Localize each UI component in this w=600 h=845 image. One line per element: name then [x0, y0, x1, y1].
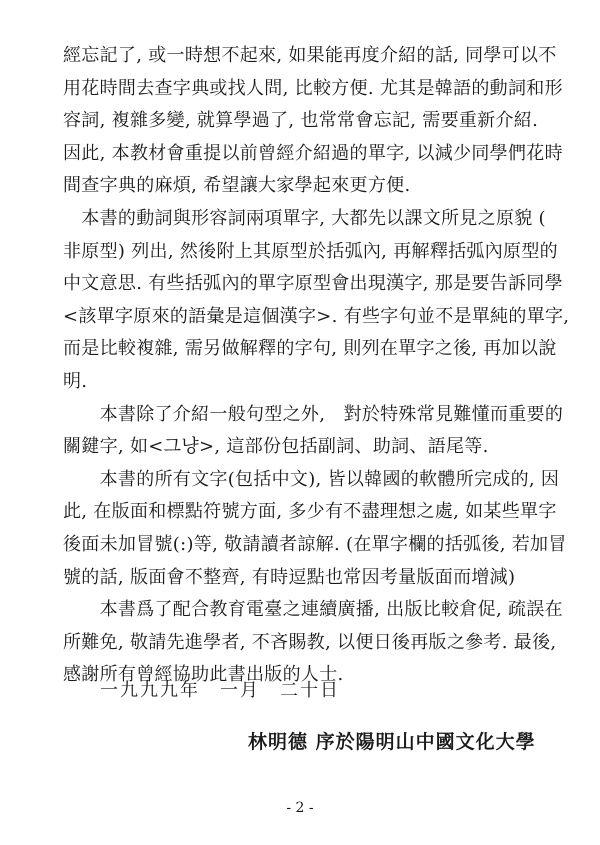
- text-line: 而是比較複雜, 需另做解釋的字句, 則列在單字之後, 再加以說: [63, 338, 557, 360]
- text-line: 明.: [63, 370, 88, 392]
- text-line: 中文意思. 有些括弧內的單字原型會出現漢字, 那是要告訴同學: [63, 273, 563, 295]
- text-line: 用花時間去查字典或找人問, 比較方便. 尤其是韓語的動詞和形: [63, 77, 563, 99]
- text-line: 號的話, 版面會不整齊, 有時逗點也常因考量版面而增減): [63, 566, 516, 588]
- text-line: 間查字典的麻煩, 希望讓大家學起來更方便.: [63, 175, 411, 197]
- text-line: 後面未加冒號(:)等, 敬請讀者諒解. (在單字欄的括弧後, 若加冒: [63, 533, 567, 555]
- text-line: 感謝所有曾經協助此書出版的人士.: [63, 664, 344, 686]
- text-line: 容詞, 複雜多變, 就算學過了, 也常常會忘記, 需要重新介紹.: [63, 110, 539, 132]
- text-line: 此, 在版面和標點符號方面, 多少有不盡理想之處, 如某些單字: [63, 501, 557, 523]
- text-line: 本書爲了配合教育電臺之連續廣播, 出版比較倉促, 疏誤在: [63, 599, 563, 621]
- text-line: <該單字原來的語彙是這個漢字>. 有些字句並不是單純的單字,: [63, 305, 570, 327]
- preface-date: 一九九九年 一月 二十日: [100, 680, 340, 701]
- text-line: 關鍵字, 如<그냥>, 這部份包括副詞、助詞、語尾等.: [63, 436, 489, 458]
- text-line: 本書的所有文字(包括中文), 皆以韓國的軟體所完成的, 因: [63, 468, 560, 490]
- page-number: - 2 -: [286, 800, 314, 816]
- text-line: 本書的動詞與形容詞兩項單字, 大都先以課文所見之原貌 (: [63, 207, 546, 229]
- body-text: [63, 40, 570, 692]
- text-line: 本書除了介紹一般句型之外, 對於特殊常見難懂而重要的: [63, 403, 564, 425]
- text-line: 經忘記了, 或一時想不起來, 如果能再度介紹的話, 同學可以不: [63, 45, 557, 66]
- text-line: 非原型) 列出, 然後附上其原型於括弧內, 再解釋括弧內原型的: [63, 240, 558, 262]
- text-line: 因此, 本教材會重提以前曾經介紹過的單字, 以減少同學們花時: [63, 142, 563, 164]
- text-line: 所難免, 敬請先進學者, 不吝賜教, 以便日後再版之參考. 最後,: [63, 631, 557, 653]
- author-signature: 林明德 序於陽明山中國文化大學: [248, 731, 536, 753]
